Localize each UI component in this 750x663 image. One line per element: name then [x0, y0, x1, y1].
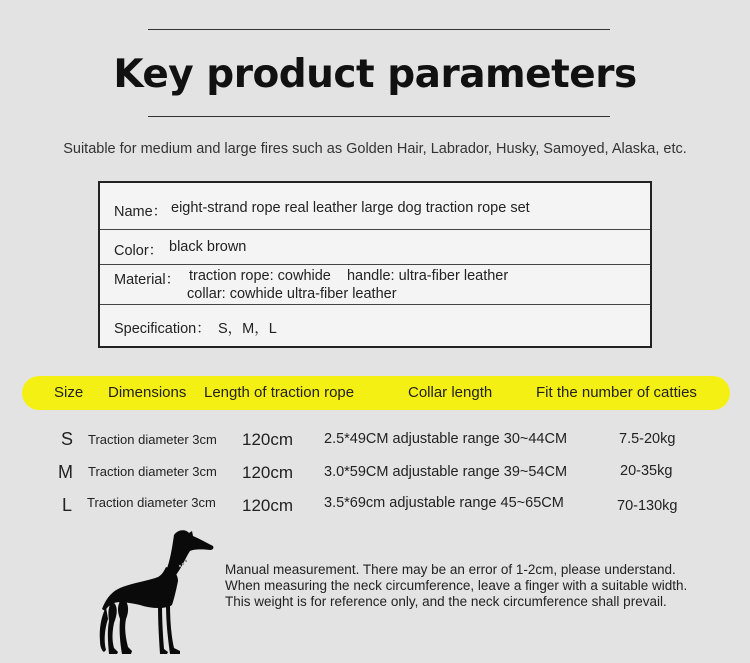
row-m-dimensions: Traction diameter 3cm: [88, 464, 217, 479]
suitability-text: Suitable for medium and large fires such as Golden Hair, Labrador, Husky, Samoyed, Alaska, etc.: [63, 141, 687, 157]
spec-row-name: [100, 183, 650, 230]
row-s-weight: 7.5-20kg: [619, 431, 676, 447]
spec-row-material: [100, 265, 650, 305]
greyhound-silhouette-icon: [96, 527, 218, 657]
specification-value: S，M，L: [218, 321, 277, 337]
row-s-collar: 2.5*49CM adjustable range 30~44CM: [324, 431, 568, 447]
row-s-dimensions: Traction diameter 3cm: [88, 432, 217, 447]
row-m-length: 120cm: [242, 463, 294, 482]
material-label: Material：: [114, 272, 181, 288]
measurement-notes: [225, 562, 687, 610]
note-line-3: This weight is for reference only, and the neck circumference shall prevail.: [225, 594, 667, 609]
row-l-dimensions: Traction diameter 3cm: [87, 495, 216, 510]
material-line-2: collar: cowhide ultra-fiber leather: [187, 286, 397, 302]
specification-label: Specification：: [114, 321, 211, 337]
header-weight: Fit the number of catties: [536, 384, 697, 401]
color-value: black brown: [169, 239, 247, 255]
spec-row-color: [100, 230, 650, 265]
spec-row-specification: [100, 305, 650, 346]
row-s-length: 120cm: [242, 430, 294, 449]
row-l-size: L: [62, 495, 73, 515]
spec-box: [98, 181, 652, 348]
row-m-collar: 3.0*59CM adjustable range 39~54CM: [324, 464, 568, 480]
header-rope-length: Length of traction rope: [204, 384, 355, 401]
row-l-length: 120cm: [242, 496, 294, 515]
row-m-size: M: [58, 462, 73, 482]
name-label: Name：: [114, 204, 168, 220]
header-dimensions: Dimensions: [108, 384, 187, 401]
title-bottom-rule: [148, 116, 610, 117]
note-line-1: Manual measurement. There may be an error of 1-2cm, please understand.: [225, 562, 676, 577]
row-l-weight: 70-130kg: [617, 498, 678, 514]
note-line-2: When measuring the neck circumference, leave a finger with a suitable width.: [225, 578, 688, 593]
name-value: eight-strand rope real leather large dog traction rope set: [171, 200, 530, 216]
material-line-1: traction rope: cowhide handle: ultra-fiber leather: [189, 268, 509, 284]
color-label: Color：: [114, 243, 164, 259]
header-collar-length: Collar length: [408, 384, 493, 401]
title-top-rule: [148, 29, 610, 30]
page-title: Key product parameters: [113, 52, 637, 97]
header-size: Size: [54, 384, 84, 401]
row-s-size: S: [61, 429, 74, 449]
row-m-weight: 20-35kg: [620, 463, 673, 479]
row-l-collar: 3.5*69cm adjustable range 45~65CM: [324, 495, 564, 511]
